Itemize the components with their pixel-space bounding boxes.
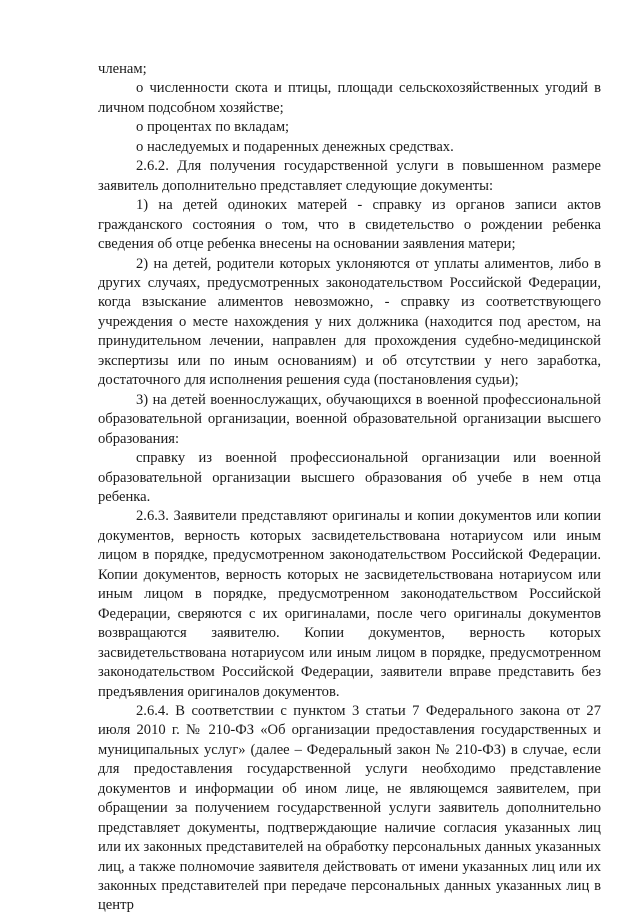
- paragraph-item-3: 3) на детей военнослужащих, обучающихся в военной профессиональной образовательной организации, военной образовательной организации высшего образования:: [98, 391, 601, 447]
- document-body: [98, 60, 601, 916]
- paragraph-military-certificate: справку из военной профессиональной организации или военной образовательной организации высшего образования об учебе в нем отца ребенка.: [98, 450, 601, 505]
- paragraph-livestock: о численности скота и птицы, площади сельскохозяйственных угодий в личном подсобном хозяйстве;: [98, 80, 601, 116]
- paragraph-2-6-2: 2.6.2. Для получения государственной услуги в повышенном размере заявитель дополнительно представляет следующие документы:: [98, 158, 601, 194]
- paragraph-inherited-funds: о наследуемых и подаренных денежных средствах.: [136, 138, 454, 155]
- paragraph-item-2: 2) на детей, родители которых уклоняются от уплаты алиментов, либо в других случаях, предусмотренных законодательством Российской Федерации, когда взыскание алиментов невозможно, - справку из соответствующего учреждения о месте нахождения у них должника (находится под арестом, на принудительном лечении, направлен для прохождения судебно-медицинской экспертизы или по иным основаниям) и об отсутствии у него заработка, достаточного для исполнения решения суда (постановления судьи);: [98, 255, 601, 389]
- paragraph-item-1: 1) на детей одиноких матерей - справку из органов записи актов гражданского состояния о том, что в свидетельство о рождении ребенка сведения об отце ребенка внесены на основании заявления матери;: [98, 197, 601, 253]
- paragraph-continuation: членам;: [98, 61, 147, 77]
- paragraph-2-6-3: 2.6.3. Заявители представляют оригиналы и копии документов или копии документов, верность которых засвидетельствована нотариусом или иным лицом в порядке, предусмотренном законодательством Российской Федерации. Копии документов, верность которых не засвидетельствована нотариусом или иным лицом в порядке, предусмотренном законодательством Российской Федерации, сверяются с их оригиналами, после чего оригиналы документов возвращаются заявителю. Копии документов, верность которых засвидетельствована нотариусом или иным лицом в порядке, предусмотренном законодательством Российской Федерации, заявители вправе представить без предъявления оригиналов документов.: [98, 508, 601, 700]
- paragraph-deposits: о процентах по вкладам;: [136, 119, 290, 136]
- paragraph-2-6-4: 2.6.4. В соответствии с пунктом 3 статьи 7 Федерального закона от 27 июля 2010 г. № 210-ФЗ «Об организации предоставления государственных и муниципальных услуг» (далее – Федеральный закон № 210-ФЗ) в случае, если для предоставления государственной услуги необходимо представление документов и информации об ином лице, не являющемся заявителем, при обращении за получением государственной услуги заявитель дополнительно представляет документы, подтверждающие наличие согласия указанных лиц или их законных представителей на обработку персональных данных указанных лиц, а также полномочие заявителя действовать от имени указанных лиц или их законных представителей при передаче персональных данных указанных лиц в центр: [98, 702, 601, 914]
